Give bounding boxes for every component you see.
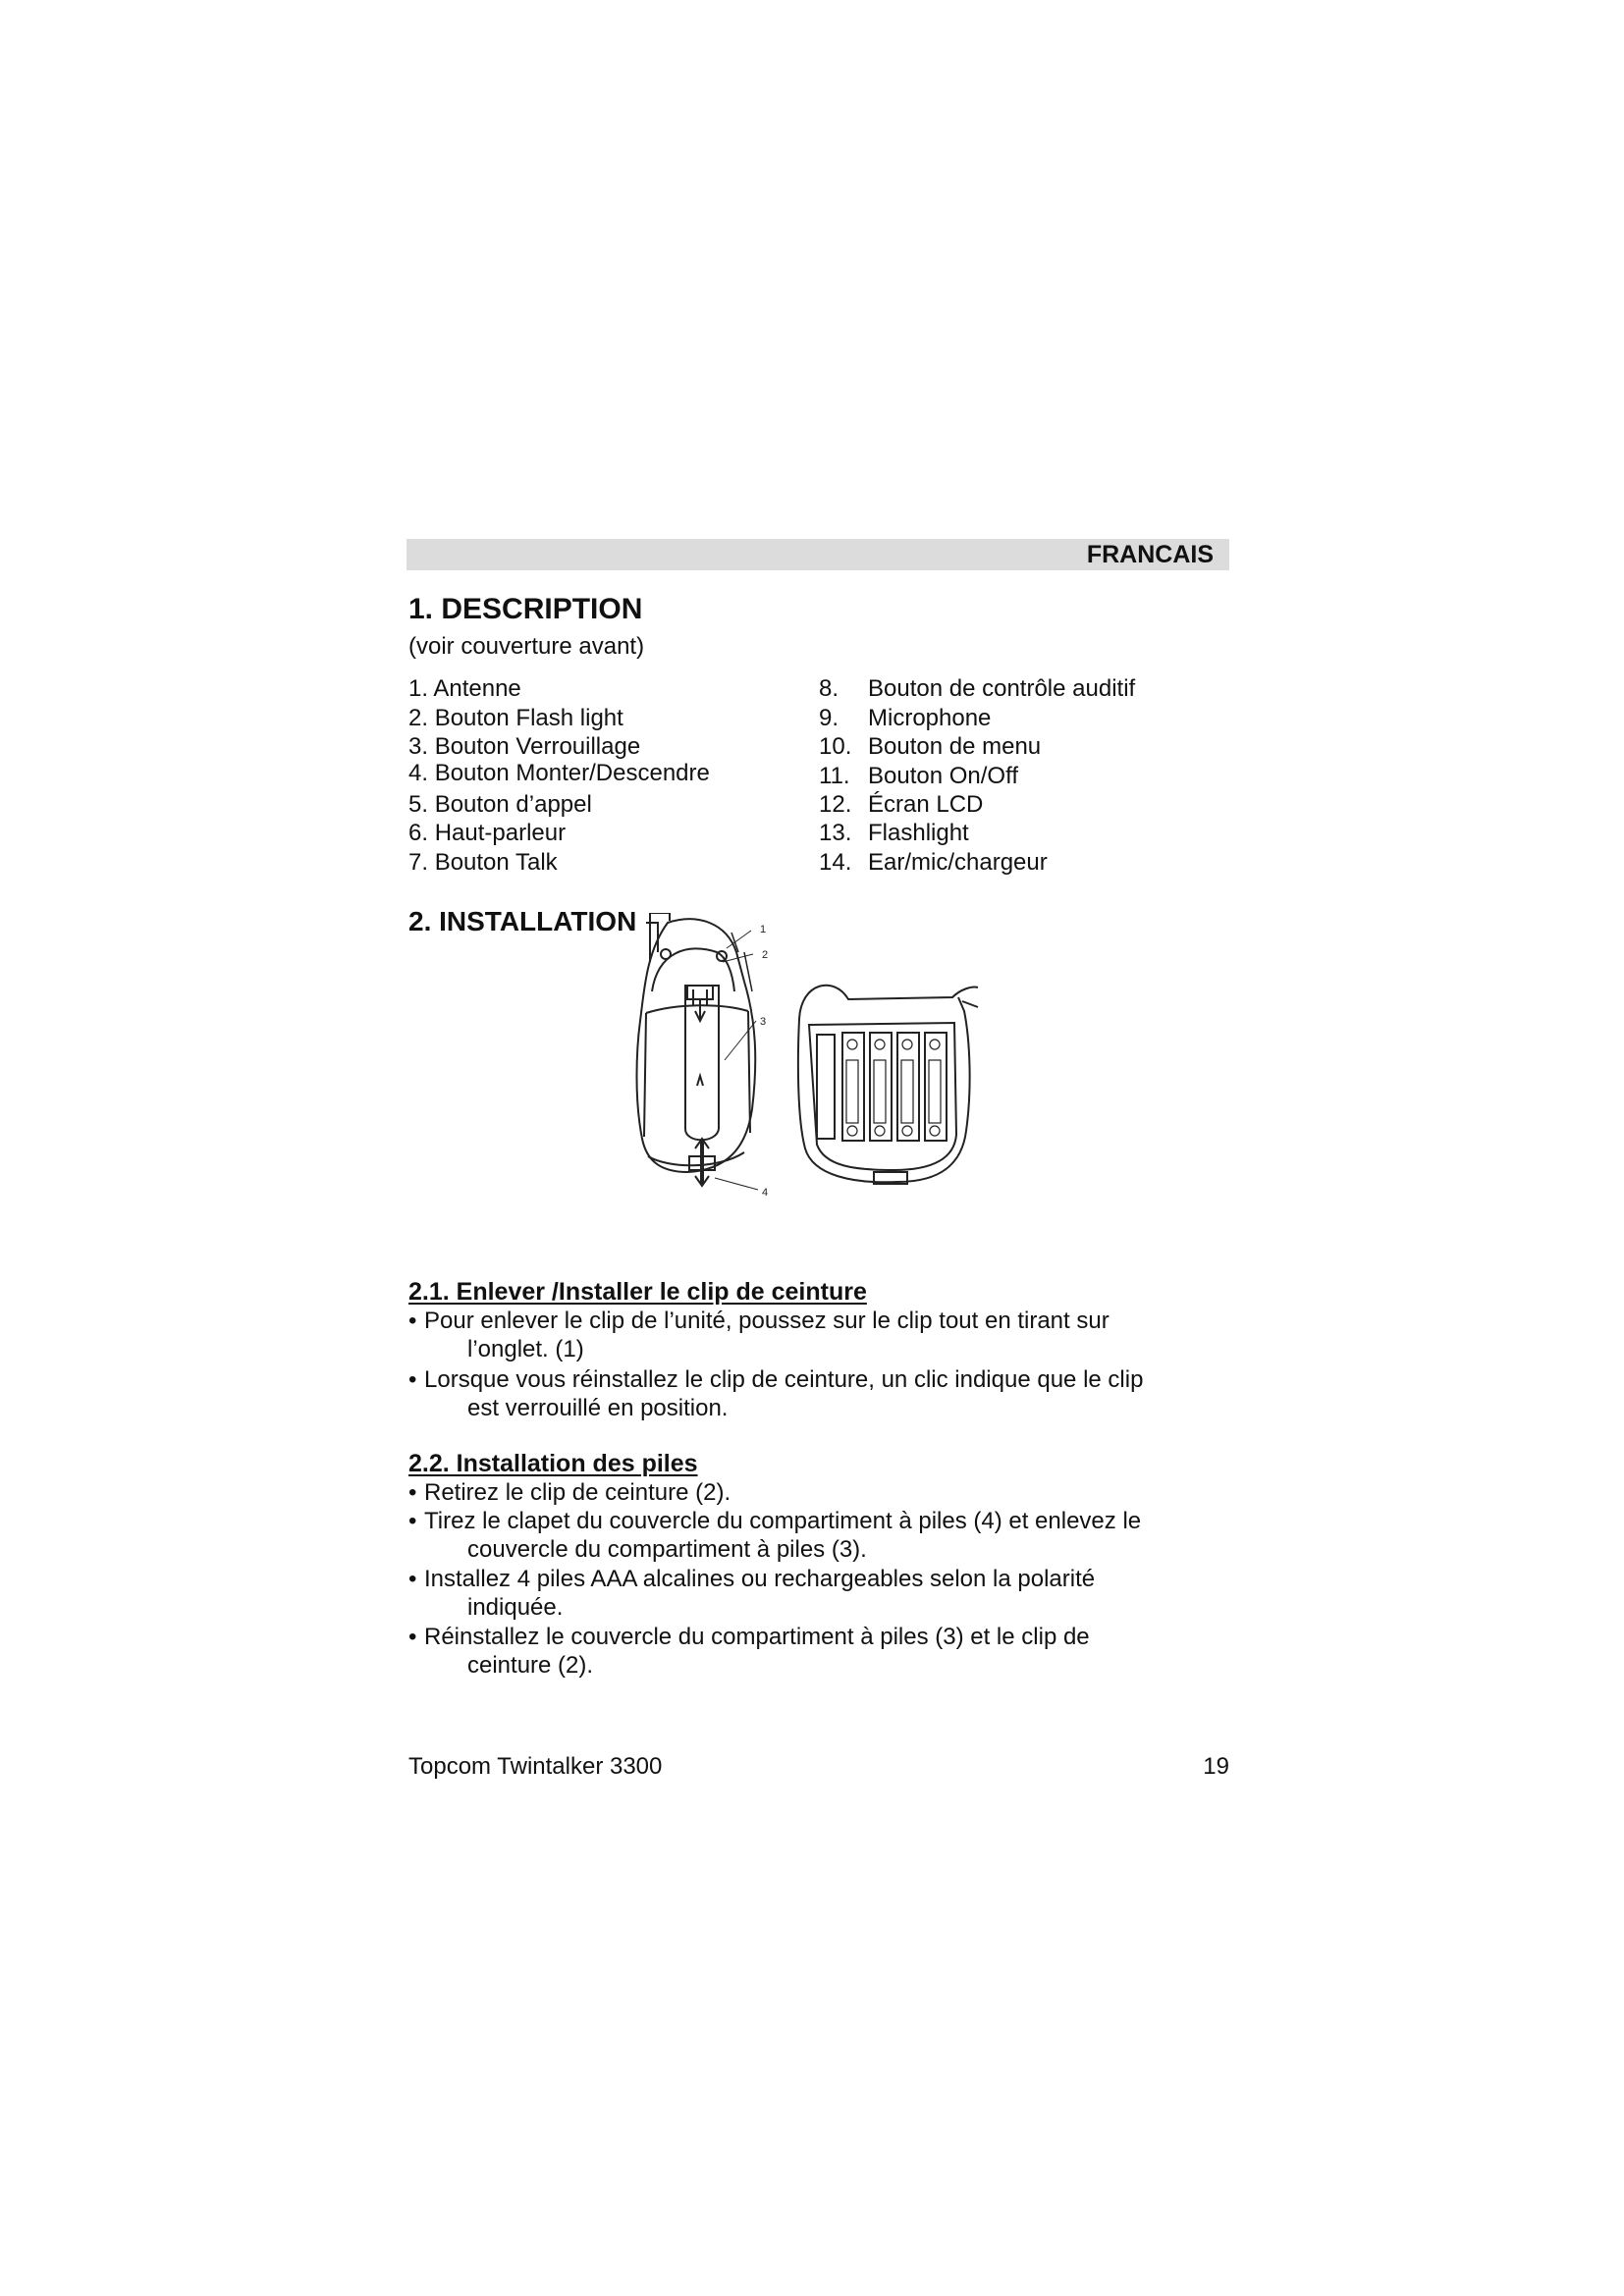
callout-1: 1: [760, 924, 767, 935]
bullet-dot: •: [408, 1624, 417, 1650]
bullet-dot: •: [408, 1308, 417, 1334]
list-item: 8. Bouton de contrôle auditif: [819, 675, 1136, 702]
radio-back-illustration: [637, 913, 759, 1190]
list-item: 1. Antenne: [408, 675, 521, 702]
list-item: 14. Ear/mic/chargeur: [819, 849, 1048, 876]
callout-2: 2: [762, 949, 769, 961]
bullet-dot: •: [408, 1366, 417, 1393]
batteries-heading: 2.2. Installation des piles: [408, 1450, 698, 1477]
description-subtitle: (voir couverture avant): [408, 633, 645, 660]
list-item: 9. Microphone: [819, 705, 992, 731]
list-item: 4. Bouton Monter/Descendre: [408, 760, 710, 786]
callout-4: 4: [762, 1187, 769, 1199]
callout-3: 3: [760, 1016, 767, 1028]
list-item: 13. Flashlight: [819, 820, 969, 846]
list-item: 2. Bouton Flash light: [408, 705, 623, 731]
installation-heading: 2. INSTALLATION: [408, 906, 637, 936]
installation-figure: [628, 913, 1001, 1247]
list-item: 3. Bouton Verrouillage: [408, 733, 641, 760]
description-heading: 1. DESCRIPTION: [408, 593, 643, 625]
list-item: • Pour enlever le clip de l’unité, poussez sur le clip tout en tirant sur l’onglet. (1): [408, 1308, 1110, 1362]
list-item: 10. Bouton de menu: [819, 733, 1042, 760]
list-item: 11. Bouton On/Off: [819, 763, 1018, 789]
language-label: FRANCAIS: [1086, 541, 1214, 568]
list-item: • Installez 4 piles AAA alcalines ou rechargeables selon la polarité indiquée.: [408, 1566, 1096, 1621]
bullet-dot: •: [408, 1566, 417, 1592]
list-item: 5. Bouton d’appel: [408, 791, 592, 818]
footer-page-number: 19: [1203, 1753, 1229, 1780]
footer-product: Topcom Twintalker 3300: [408, 1753, 663, 1780]
list-item: • Retirez le clip de ceinture (2).: [408, 1479, 731, 1506]
list-item: • Lorsque vous réinstallez le clip de ceinture, un clic indique que le clip est verrouillé en position.: [408, 1366, 1144, 1421]
list-item: 6. Haut-parleur: [408, 820, 567, 846]
bullet-dot: •: [408, 1479, 417, 1506]
bullet-dot: •: [408, 1508, 417, 1534]
list-item: • Réinstallez le couvercle du compartiment à piles (3) et le clip de ceinture (2).: [408, 1624, 1090, 1679]
belt-clip-heading: 2.1. Enlever /Installer le clip de ceinture: [408, 1278, 867, 1306]
list-item: 7. Bouton Talk: [408, 849, 558, 876]
battery-compartment-illustration: [798, 986, 978, 1184]
list-item: 12. Écran LCD: [819, 791, 984, 818]
language-header-bar: [406, 539, 1229, 570]
list-item: • Tirez le clapet du couvercle du compartiment à piles (4) et enlevez le couvercle du compartiment à piles (3).: [408, 1508, 1142, 1563]
